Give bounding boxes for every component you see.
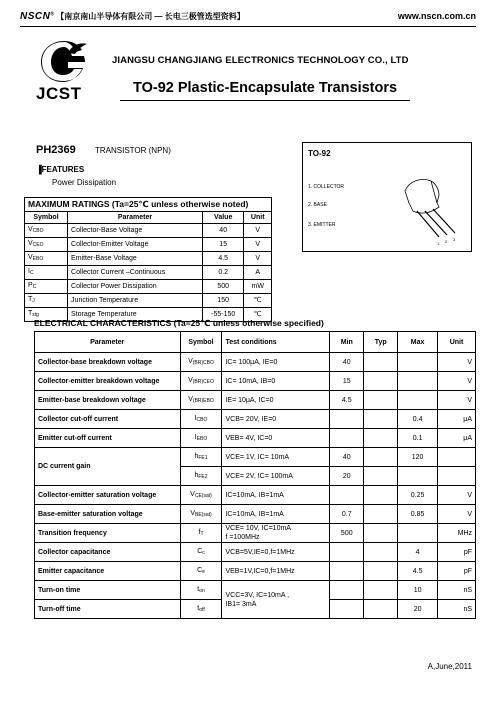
el-condition-line: IC= 10mA, IB=0 <box>225 377 276 385</box>
el-max: 0.25 <box>398 486 438 505</box>
svg-text:2: 2 <box>445 239 448 244</box>
el-max: 120 <box>398 448 438 467</box>
el-symbol <box>180 562 222 581</box>
symbol-sub: e <box>202 568 205 575</box>
el-condition-line: VCE= 10V, IC=10mA <box>225 525 291 532</box>
max-rating-unit: ℃ <box>244 294 272 308</box>
el-min <box>330 581 364 600</box>
el-symbol <box>180 448 222 467</box>
symbol-sub: C <box>29 270 34 276</box>
el-max: 10 <box>398 581 438 600</box>
max-rating-symbol <box>25 238 68 252</box>
max-rating-symbol <box>25 294 68 308</box>
el-max: 4.5 <box>398 562 438 581</box>
el-max: 0.1 <box>398 429 438 448</box>
el-max <box>398 467 438 486</box>
company-name: JIANGSU CHANGJIANG ELECTRONICS TECHNOLOGY CO., LTD <box>112 55 409 66</box>
max-rating-unit: mW <box>244 280 272 294</box>
el-condition-line: VCE= 2V, IC= 100mA <box>225 472 293 480</box>
el-condition-line: IC= 100μA, IE=0 <box>225 358 278 366</box>
el-min <box>330 562 364 581</box>
logo-text: JCST <box>36 84 82 103</box>
el-symbol <box>180 486 222 505</box>
el-condition-line: VCC=3V, IC=10mA , <box>225 591 290 599</box>
el-min: 20 <box>330 467 364 486</box>
el-parameter: Collector cut-off current <box>35 410 181 429</box>
header-left-text: 【南京南山半导体有限公司 — 长电三极管选型资料】 <box>56 12 245 21</box>
el-condition-line: f =100MHz <box>225 534 260 541</box>
el-max <box>398 353 438 372</box>
brand-logo-text: NSCN <box>20 11 51 22</box>
el-parameter: Emitter-base breakdown voltage <box>35 391 181 410</box>
electrical-row <box>35 581 476 600</box>
max-rating-parameter: Storage Temperature <box>68 308 203 322</box>
symbol-sub: c <box>202 549 205 556</box>
series-title: TO-92 Plastic-Encapsulate Transistors <box>133 80 398 96</box>
pin-emitter: 3. EMITTER <box>308 222 336 228</box>
max-rating-symbol <box>25 224 68 238</box>
el-parameter: Base-emitter saturation voltage <box>35 505 181 524</box>
el-symbol <box>180 391 222 410</box>
el-min: 15 <box>330 372 364 391</box>
symbol-main: C <box>197 566 203 574</box>
el-unit: V <box>438 391 476 410</box>
el-typ <box>364 581 398 600</box>
electrical-row <box>35 486 476 505</box>
header-url[interactable]: www.nscn.com.cn <box>397 11 476 21</box>
el-conditions <box>222 410 330 429</box>
electrical-row <box>35 562 476 581</box>
el-conditions <box>222 524 330 543</box>
el-conditions <box>222 581 330 619</box>
el-unit: pF <box>438 562 476 581</box>
el-symbol <box>180 467 222 486</box>
electrical-row <box>35 524 476 543</box>
el-min <box>330 429 364 448</box>
el-max: 4 <box>398 543 438 562</box>
el-parameter: Collector-emitter saturation voltage <box>35 486 181 505</box>
max-rating-value: 4.5 <box>202 252 244 266</box>
symbol-main: h <box>194 471 199 479</box>
el-condition-line: IE= 10μA, IC=0 <box>225 396 274 404</box>
part-number: PH2369 <box>36 144 76 156</box>
el-parameter: DC current gain <box>35 448 181 486</box>
title-underline <box>120 100 410 101</box>
el-min: 500 <box>330 524 364 543</box>
symbol-sub: C <box>32 284 37 290</box>
el-col-min: Min <box>330 332 364 353</box>
max-rating-row <box>25 252 272 266</box>
el-unit: μA <box>438 410 476 429</box>
el-col-conditions: Test conditions <box>222 332 330 353</box>
feature-item: Power Dissipation <box>52 178 117 187</box>
el-unit: V <box>438 505 476 524</box>
symbol-sub: CBO <box>196 416 208 423</box>
el-conditions <box>222 505 330 524</box>
el-col-unit: Unit <box>438 332 476 353</box>
symbol-main: I <box>28 268 30 275</box>
electrical-row <box>35 543 476 562</box>
max-rating-unit: V <box>244 252 272 266</box>
max-rating-value: 150 <box>202 294 244 308</box>
el-typ <box>364 372 398 391</box>
symbol-sub: (BR)CEO <box>192 378 214 385</box>
el-unit: μA <box>438 429 476 448</box>
el-symbol <box>180 600 222 619</box>
footer-date: A,June,2011 <box>427 662 472 671</box>
electrical-row <box>35 410 476 429</box>
el-unit: MHz <box>438 524 476 543</box>
el-col-max: Max <box>398 332 438 353</box>
el-typ <box>364 467 398 486</box>
max-ratings-table <box>24 197 272 322</box>
pin-collector: 1. COLLECTOR <box>308 184 345 190</box>
el-col-parameter: Parameter <box>35 332 181 353</box>
el-parameter: Emitter cut-off current <box>35 429 181 448</box>
symbol-main: V <box>188 395 193 403</box>
symbol-main: V <box>28 254 33 261</box>
el-unit <box>438 467 476 486</box>
features-title-text: FEATURES <box>41 165 85 174</box>
max-rating-unit: V <box>244 238 272 252</box>
svg-text:1: 1 <box>437 241 440 246</box>
col-symbol: Symbol <box>25 212 68 224</box>
package-box <box>302 142 472 252</box>
max-rating-parameter: Junction Temperature <box>68 294 203 308</box>
symbol-main: I <box>194 414 197 422</box>
el-unit <box>438 448 476 467</box>
symbol-main: t <box>197 604 200 612</box>
el-min: 0.7 <box>330 505 364 524</box>
col-parameter: Parameter <box>68 212 203 224</box>
el-parameter: Collector-base breakdown voltage <box>35 353 181 372</box>
symbol-sub: CEO <box>32 242 44 248</box>
symbol-main: I <box>194 433 197 441</box>
symbol-sub: BE(sat) <box>194 511 212 518</box>
symbol-sub: EBO <box>32 256 44 262</box>
el-conditions <box>222 391 330 410</box>
el-unit: V <box>438 372 476 391</box>
el-max <box>398 524 438 543</box>
header-rule <box>20 26 476 27</box>
el-typ <box>364 429 398 448</box>
el-max: 0.4 <box>398 410 438 429</box>
el-typ <box>364 562 398 581</box>
el-condition-line: VCE= 1V, IC= 10mA <box>225 453 290 461</box>
el-parameter: Emitter capacitance <box>35 562 181 581</box>
el-condition-line: VEB= 4V, IC=0 <box>225 434 273 442</box>
max-rating-parameter: Collector Current –Continuous <box>68 266 203 280</box>
max-rating-value: 40 <box>202 224 244 238</box>
max-rating-value: 15 <box>202 238 244 252</box>
el-conditions <box>222 562 330 581</box>
max-rating-unit: A <box>244 266 272 280</box>
el-conditions <box>222 486 330 505</box>
electrical-row <box>35 429 476 448</box>
symbol-sub: FE2 <box>198 473 208 480</box>
el-max <box>398 391 438 410</box>
el-typ <box>364 543 398 562</box>
el-symbol <box>180 524 222 543</box>
el-max <box>398 372 438 391</box>
el-conditions <box>222 543 330 562</box>
el-symbol <box>180 543 222 562</box>
electrical-row <box>35 391 476 410</box>
max-rating-value: 0.2 <box>202 266 244 280</box>
el-min <box>330 486 364 505</box>
el-typ <box>364 505 398 524</box>
symbol-sub: (BR)CBO <box>192 359 214 366</box>
el-max: 0.85 <box>398 505 438 524</box>
symbol-main: V <box>190 490 195 498</box>
jcst-logo-icon <box>38 38 90 84</box>
features-bullet-icon: ▐ <box>36 165 42 174</box>
max-rating-row <box>25 266 272 280</box>
symbol-main: V <box>190 509 195 517</box>
symbol-main: V <box>188 357 193 365</box>
symbol-sub: CBO <box>32 228 44 234</box>
symbol-main: V <box>188 376 193 384</box>
max-rating-row <box>25 224 272 238</box>
max-rating-symbol <box>25 266 68 280</box>
el-conditions <box>222 353 330 372</box>
symbol-main: t <box>197 585 200 593</box>
pin-base: 2. BASE <box>308 202 327 208</box>
max-ratings-title: MAXIMUM RATINGS (Ta=25℃ unless otherwise noted) <box>25 198 272 212</box>
max-rating-parameter: Collector-Emitter Voltage <box>68 238 203 252</box>
el-symbol <box>180 505 222 524</box>
max-rating-row <box>25 238 272 252</box>
symbol-sub: J <box>32 298 35 304</box>
el-symbol <box>180 429 222 448</box>
el-parameter: Collector capacitance <box>35 543 181 562</box>
symbol-sub: off <box>199 606 205 613</box>
symbol-main: V <box>28 240 33 247</box>
el-unit: nS <box>438 581 476 600</box>
el-condition-line: IC=10mA, IB=1mA <box>225 491 284 499</box>
el-max: 20 <box>398 600 438 619</box>
symbol-sub: FE1 <box>198 454 208 461</box>
package-title: TO-92 <box>308 149 331 158</box>
electrical-row <box>35 372 476 391</box>
electrical-row <box>35 448 476 467</box>
symbol-sub: (BR)EBO <box>192 397 214 404</box>
symbol-sub: stg <box>32 312 39 318</box>
max-rating-parameter: Emitter-Base Voltage <box>68 252 203 266</box>
el-col-symbol: Symbol <box>180 332 222 353</box>
el-condition-line: VEB=1V,IC=0,f=1MHz <box>225 567 295 575</box>
el-min <box>330 410 364 429</box>
el-condition-line: IC=10mA, IB=1mA <box>225 510 284 518</box>
el-typ <box>364 391 398 410</box>
el-typ <box>364 353 398 372</box>
symbol-main: V <box>28 226 33 233</box>
el-symbol <box>180 372 222 391</box>
col-unit: Unit <box>244 212 272 224</box>
el-condition-line: VCB= 20V, IE=0 <box>225 415 277 423</box>
max-rating-unit: V <box>244 224 272 238</box>
el-conditions <box>222 448 330 467</box>
el-typ <box>364 524 398 543</box>
electrical-row <box>35 353 476 372</box>
el-unit: V <box>438 353 476 372</box>
symbol-main: T <box>28 310 33 317</box>
svg-text:3: 3 <box>453 237 456 242</box>
symbol-main: T <box>28 296 33 303</box>
electrical-title: ELECTRICAL CHARACTERISTICS (Ta=25℃ unless otherwise specified) <box>34 318 324 328</box>
el-col-typ: Typ <box>364 332 398 353</box>
symbol-sub: T <box>200 530 204 537</box>
el-unit: pF <box>438 543 476 562</box>
el-typ <box>364 410 398 429</box>
symbol-sub: EBO <box>196 435 208 442</box>
max-rating-parameter: Collector Power Dissipation <box>68 280 203 294</box>
el-parameter: Turn-on time <box>35 581 181 600</box>
symbol-sub: CE(sat) <box>194 492 212 499</box>
registered-icon: ® <box>50 11 55 18</box>
header-left <box>20 11 245 22</box>
el-unit: V <box>438 486 476 505</box>
el-min <box>330 543 364 562</box>
el-min: 4.5 <box>330 391 364 410</box>
el-parameter: Collector-emitter breakdown voltage <box>35 372 181 391</box>
el-condition-line: IB1= 3mA <box>225 600 257 608</box>
part-description: TRANSISTOR (NPN) <box>95 146 171 155</box>
el-typ <box>364 600 398 619</box>
electrical-row <box>35 505 476 524</box>
max-rating-parameter: Collector-Base Voltage <box>68 224 203 238</box>
max-rating-value: -55-150 <box>202 308 244 322</box>
el-min <box>330 600 364 619</box>
el-typ <box>364 448 398 467</box>
el-conditions <box>222 467 330 486</box>
max-rating-symbol <box>25 252 68 266</box>
symbol-main: P <box>28 282 33 289</box>
symbol-main: f <box>198 528 201 536</box>
el-conditions <box>222 372 330 391</box>
max-rating-symbol <box>25 280 68 294</box>
max-rating-unit: ℃ <box>244 308 272 322</box>
el-conditions <box>222 429 330 448</box>
electrical-table <box>34 331 476 619</box>
symbol-main: h <box>194 452 199 460</box>
max-rating-row <box>25 294 272 308</box>
symbol-sub: on <box>199 587 205 594</box>
el-unit: nS <box>438 600 476 619</box>
col-value: Value <box>202 212 244 224</box>
el-symbol <box>180 353 222 372</box>
el-min: 40 <box>330 353 364 372</box>
el-min: 40 <box>330 448 364 467</box>
features-title <box>36 165 84 174</box>
el-typ <box>364 486 398 505</box>
el-symbol <box>180 410 222 429</box>
el-condition-line: VCB=5V,IE=0,f=1MHz <box>225 548 295 556</box>
el-parameter: Turn-off time <box>35 600 181 619</box>
el-symbol <box>180 581 222 600</box>
el-parameter: Transition frequency <box>35 524 181 543</box>
max-rating-value: 500 <box>202 280 244 294</box>
symbol-main: C <box>197 547 203 555</box>
to92-package-icon <box>395 173 467 247</box>
max-rating-row <box>25 280 272 294</box>
